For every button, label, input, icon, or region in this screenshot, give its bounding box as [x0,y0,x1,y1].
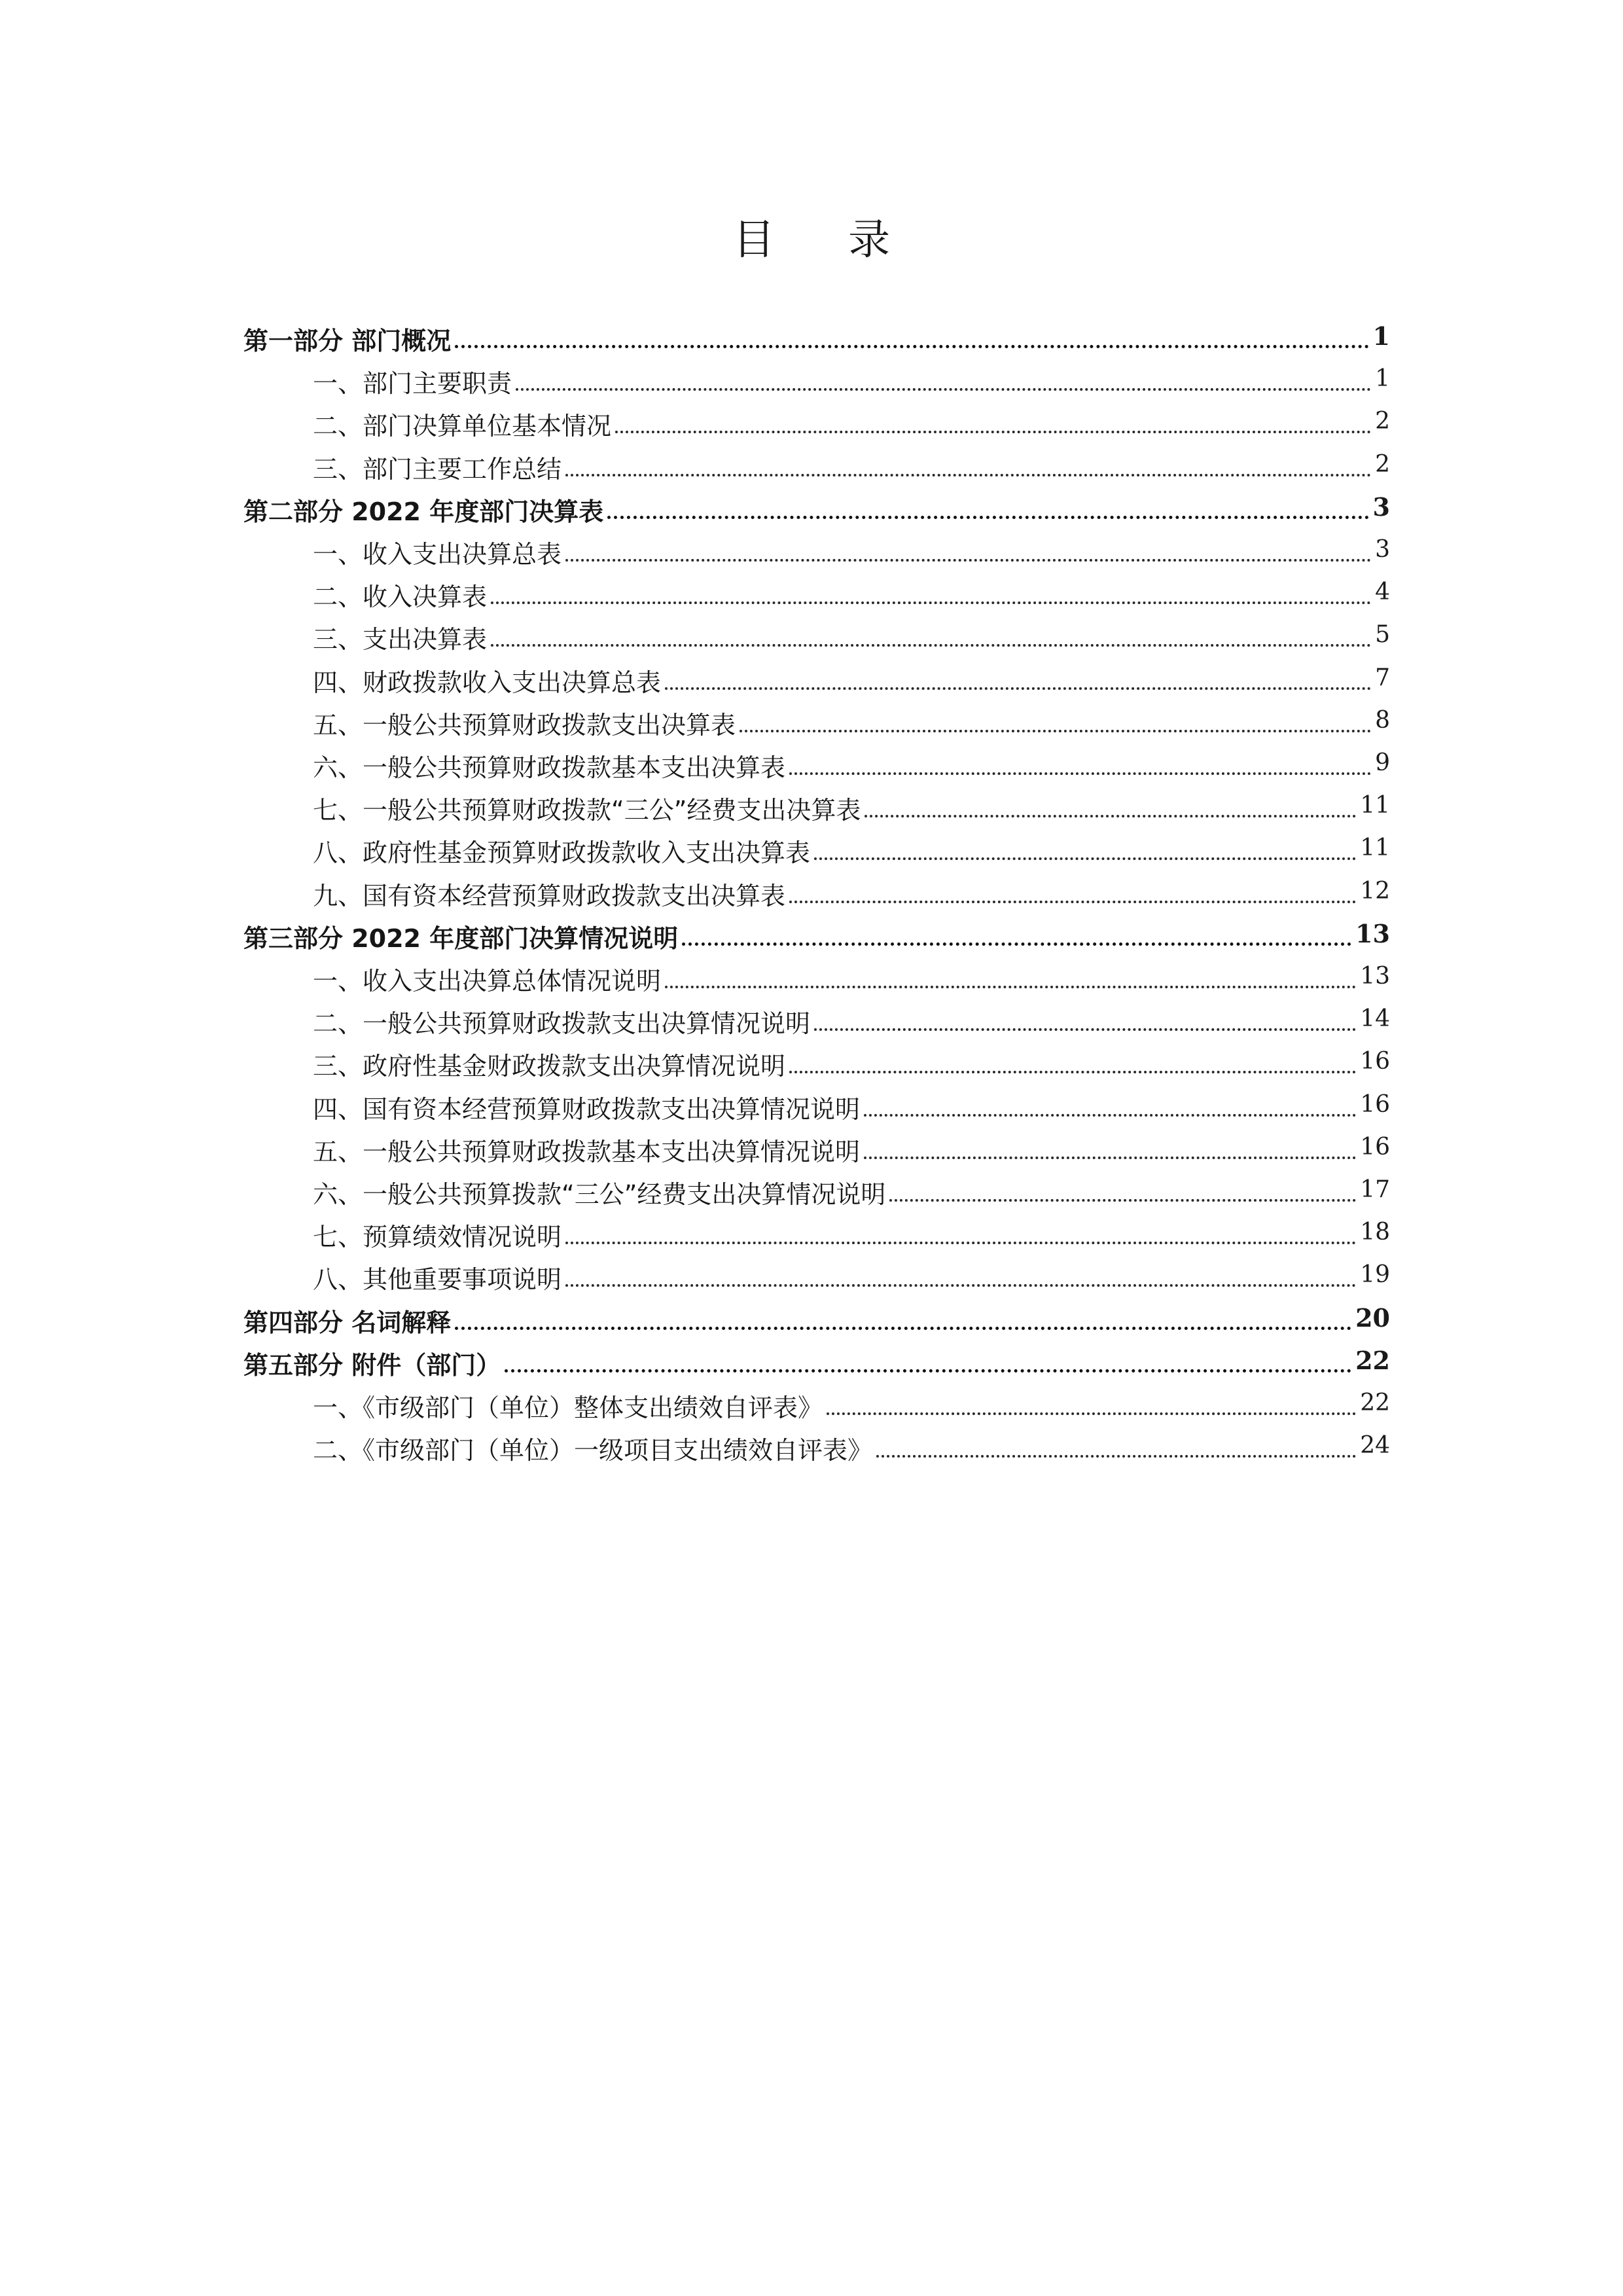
toc-entry-page: 13 [1360,963,1390,990]
toc-leader-dots [565,1284,1356,1287]
toc-entry-label: 九、国有资本经营预算财政拨款支出决算表 [313,881,786,910]
toc-entry[interactable] [0,1386,1623,1428]
toc-entry-page: 18 [1360,1219,1390,1246]
toc-entry[interactable] [0,661,1623,703]
toc-entry[interactable] [0,533,1623,575]
toc-entry[interactable] [0,618,1623,660]
toc-entry[interactable] [0,448,1623,490]
toc-entry-label: 三、部门主要工作总结 [313,454,562,484]
toc-leader-dots [789,1071,1356,1073]
toc-entry[interactable] [0,362,1623,404]
toc-entry[interactable] [0,1173,1623,1215]
toc-entry[interactable] [0,1088,1623,1130]
toc-entry-label: 一、《市级部门（单位）整体支出绩效自评表》 [313,1393,823,1422]
toc-leader-dots [740,730,1371,732]
toc-entry-page: 2 [1375,450,1390,478]
toc-entry[interactable] [0,1045,1623,1086]
toc-entry[interactable] [0,1344,1623,1386]
toc-entry-page: 11 [1360,834,1390,862]
toc-entry-label: 二、《市级部门（单位）一级项目支出绩效自评表》 [313,1436,873,1465]
toc-leader-dots [491,644,1371,647]
toc-entry-page: 3 [1375,536,1390,563]
toc-entry-page: 24 [1360,1432,1390,1460]
toc-leader-dots [455,1327,1351,1330]
toc-entry-page: 1 [1375,365,1390,393]
toc-entry-label: 一、收入支出决算总表 [313,540,562,569]
toc-entry-label: 一、部门主要职责 [313,369,512,399]
toc-leader-dots [682,942,1351,946]
toc-entry-label: 八、其他重要事项说明 [313,1265,562,1295]
toc-entry-label: 七、一般公共预算财政拨款“三公”经费支出决算表 [313,796,861,825]
toc-entry-page: 22 [1355,1345,1390,1375]
toc-leader-dots [814,1028,1356,1031]
toc-entry-page: 17 [1360,1176,1390,1203]
toc-entry-label: 五、一般公共预算财政拨款基本支出决算情况说明 [313,1137,861,1166]
toc-entry-page: 3 [1372,492,1390,522]
toc-entry-label: 二、部门决算单位基本情况 [313,412,612,441]
toc-entry-page: 16 [1360,1048,1390,1075]
toc-leader-dots [665,687,1371,690]
toc-leader-dots [565,559,1371,562]
toc-entry-label: 第一部分 部门概况 [243,327,452,355]
toc-leader-dots [565,474,1371,476]
toc-entry-label: 八、政府性基金预算财政拨款收入支出决算表 [313,838,811,868]
toc-entry-page: 16 [1360,1090,1390,1118]
toc-leader-dots [876,1455,1356,1458]
toc-entry[interactable] [0,704,1623,745]
toc-leader-dots [505,1369,1351,1372]
toc-entry[interactable] [0,1130,1623,1172]
toc-leader-dots [665,986,1356,988]
toc-entry[interactable] [0,746,1623,788]
toc-entry-page: 13 [1355,918,1390,948]
toc-entry-label: 第二部分 2022 年度部门决算表 [243,497,604,526]
toc-leader-dots [864,1157,1356,1159]
toc-entry[interactable] [0,831,1623,873]
toc-entry[interactable] [0,490,1623,532]
toc-entry[interactable] [0,1002,1623,1044]
toc-entry-label: 七、预算绩效情况说明 [313,1223,562,1252]
toc-entry[interactable] [0,917,1623,959]
toc-leader-dots [865,815,1356,817]
toc-entry-page: 5 [1375,621,1390,649]
toc-entry-label: 一、收入支出决算总体情况说明 [313,967,662,996]
toc-entry-label: 三、政府性基金财政拨款支出决算情况说明 [313,1052,786,1081]
toc-entry-label: 第五部分 附件（部门） [243,1350,501,1380]
toc-entry[interactable] [0,1215,1623,1257]
toc-entry-page: 9 [1375,749,1390,776]
toc-entry-page: 2 [1375,408,1390,435]
toc-entry-label: 四、国有资本经营预算财政拨款支出决算情况说明 [313,1094,861,1124]
toc-entry-page: 20 [1355,1302,1390,1333]
toc-entry-label: 二、收入决算表 [313,583,488,612]
toc-leader-dots [827,1412,1356,1415]
toc-entry-page: 14 [1360,1005,1390,1033]
toc-leader-dots [864,1114,1356,1117]
toc-entry-page: 4 [1375,579,1390,606]
toc-leader-dots [615,431,1371,433]
toc-entry[interactable] [0,404,1623,446]
toc-entry-page: 7 [1375,664,1390,691]
toc-entry[interactable] [0,1258,1623,1300]
toc-leader-dots [455,345,1368,348]
page-title: 目 录 [732,216,921,264]
toc-entry[interactable] [0,1301,1623,1343]
toc-entry[interactable] [0,960,1623,1001]
toc-entry-page: 8 [1375,706,1390,734]
toc-entry-page: 12 [1360,877,1390,905]
toc-leader-dots [607,516,1368,519]
toc-entry-page: 22 [1360,1390,1390,1416]
toc-entry-label: 六、一般公共预算财政拨款基本支出决算表 [313,753,786,782]
toc-entry-label: 二、一般公共预算财政拨款支出决算情况说明 [313,1009,811,1039]
toc-leader-dots [565,1242,1356,1244]
toc-entry[interactable] [0,1429,1623,1471]
toc-entry-label: 四、财政拨款收入支出决算总表 [313,668,662,697]
toc-leader-dots [789,772,1371,775]
toc-entry-label: 五、一般公共预算财政拨款支出决算表 [313,710,736,740]
toc-leader-dots [516,388,1371,391]
toc-entry[interactable] [0,575,1623,617]
toc-entry-page: 16 [1360,1133,1390,1160]
toc-entry-label: 三、支出决算表 [313,625,488,655]
toc-leader-dots [814,857,1356,860]
toc-entry-page: 1 [1372,321,1390,351]
toc-entry-label: 六、一般公共预算拨款“三公”经费支出决算情况说明 [313,1180,886,1209]
toc-leader-dots [889,1199,1356,1202]
toc-leader-dots [491,601,1371,604]
toc-entry-label: 第四部分 名词解释 [243,1308,452,1337]
toc-leader-dots [789,901,1356,903]
toc-entry[interactable] [0,789,1623,831]
toc-entry-page: 11 [1360,792,1390,819]
toc-entry-label: 第三部分 2022 年度部门决算情况说明 [243,924,679,953]
toc-entry[interactable] [0,874,1623,916]
toc-entry[interactable] [0,319,1623,361]
toc-entry-page: 19 [1360,1261,1390,1289]
